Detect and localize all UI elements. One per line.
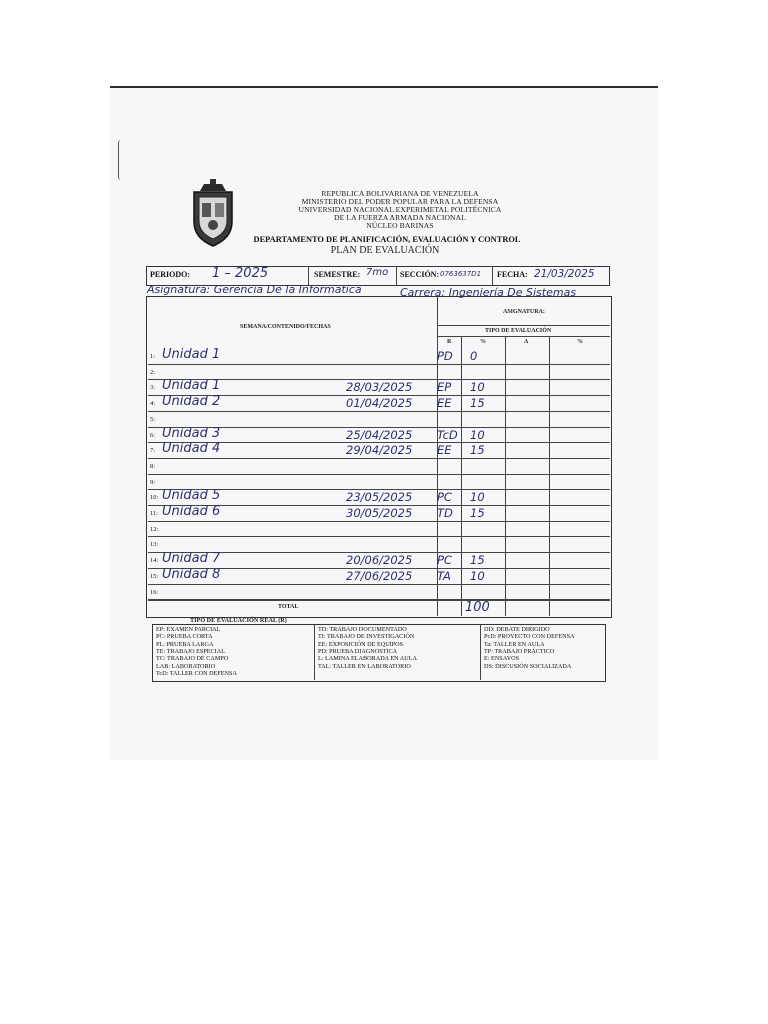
col-semana-header: SEMANA/CONTENIDO/FECHAS [240, 324, 331, 330]
semestre-value: 7mo [366, 267, 389, 278]
legend-item: Ta: TALLER EN AULA [484, 640, 545, 648]
legend-item: DS: DISCUSIÓN SOCIALIZADA [484, 662, 572, 670]
table-row-line [148, 521, 610, 522]
legend-item: PcD: PROYECTO CON DEFENSA [484, 633, 575, 641]
row-number: 5: [150, 415, 155, 423]
legend-item: TC: TRABAJO DE CAMPO [156, 655, 229, 663]
row-number: 15: [150, 572, 159, 580]
carrera-handwritten: Carrera: Ingeniería De Sistemas [400, 286, 577, 299]
header-line-3: UNIVERSIDAD NACIONAL EXPERIMETAL POLITÉCNICA [298, 205, 502, 214]
header-line-4: DE LA FUERZA ARMADA NACIONAL [334, 213, 466, 222]
sub-r-header: R [447, 339, 452, 345]
row-content: Unidad 8 [162, 566, 221, 582]
row-number: 6: [150, 431, 155, 439]
row-number: 9: [150, 478, 155, 486]
legend-item: EP: EXAMEN PARCIAL [156, 626, 221, 633]
row-eval-type: TA [437, 568, 451, 583]
row-content: Unidad 1 [162, 347, 221, 362]
header-line-5: NÚCLEO BARINAS [366, 221, 434, 230]
row-content: Unidad 1 [162, 378, 221, 394]
row-date: 25/04/2025 [346, 427, 413, 442]
table-divider [549, 336, 550, 616]
row-content: Unidad 3 [162, 425, 221, 441]
total-line [148, 600, 610, 601]
seccion-value: 0763637D1 [440, 270, 482, 278]
periodo-label: PERIODO: [150, 270, 190, 279]
table-row-line [148, 474, 610, 475]
fecha-value: 21/03/2025 [534, 268, 595, 280]
sub-pct-header: % [480, 339, 486, 345]
legend-item: TAL: TALLER EN LABORATORIO [318, 662, 411, 670]
row-number: 14: [150, 557, 159, 565]
row-number: 10: [150, 494, 159, 502]
col-tipo-header: TIPO DE EVALUACIÓN [485, 328, 552, 334]
table-line [437, 325, 610, 326]
row-date: 28/03/2025 [346, 380, 413, 395]
legend-item: TI: TRABAJO DE INVESTIGACIÓN [318, 633, 415, 641]
row-percent: 15 [470, 443, 485, 458]
table-row-line [148, 584, 610, 585]
legend-item: TP: TRABAJO PRÁCTICO [484, 647, 555, 655]
row-number: 12: [150, 525, 159, 533]
row-date: 23/05/2025 [346, 490, 413, 505]
row-number: 7: [150, 447, 155, 455]
table-line [437, 336, 610, 337]
row-percent: 10 [470, 380, 485, 395]
row-percent: 15 [470, 553, 485, 568]
row-number: 8: [150, 462, 155, 470]
table-row-line [148, 364, 610, 365]
periodo-value: 1 – 2025 [212, 266, 269, 281]
row-date: 27/06/2025 [346, 568, 413, 583]
table-row-line [148, 411, 610, 412]
department-title: DEPARTAMENTO DE PLANIFICACIÓN, EVALUACIÓN Y CONTROL [253, 235, 521, 244]
row-eval-type: EE [437, 396, 452, 411]
row-percent: 15 [470, 396, 485, 411]
row-content: Unidad 2 [162, 394, 221, 410]
row-content: Unidad 7 [162, 551, 221, 567]
row-eval-type: TcD [437, 427, 458, 442]
legend-item: TD: TRABAJO DOCUMENTADO [318, 626, 407, 633]
legend-item: EE: EXPOSICIÓN DE EQUIPOS [318, 640, 404, 648]
row-percent: 10 [470, 427, 485, 442]
row-content: Unidad 4 [162, 441, 221, 457]
legend-item: TE: TRABAJO ESPECIAL [156, 647, 225, 655]
legend-item: L: LAMINA ELABORADA EN AULA [318, 655, 417, 663]
row-number: 11: [150, 510, 158, 517]
sub-pct2-header: % [577, 339, 583, 345]
row-eval-type: PC [437, 553, 452, 568]
row-date: 29/04/2025 [346, 443, 413, 458]
row-date: 30/05/2025 [346, 506, 413, 520]
legend-item: E: ENSAYOS [484, 655, 520, 663]
row-percent: 10 [470, 490, 485, 505]
row-percent: 0 [470, 349, 478, 363]
plan-title: PLAN DE EVALUACIÓN [330, 245, 440, 256]
legend-divider [480, 624, 481, 680]
semestre-label: SEMESTRE: [314, 270, 361, 279]
row-number: 4: [150, 400, 155, 408]
legend-item: LAB: LABORATORIO [156, 662, 216, 670]
row-number: 13: [150, 541, 159, 549]
row-eval-type: PD [437, 349, 453, 363]
row-number: 1: [150, 353, 155, 360]
row-number: 3: [150, 384, 155, 392]
legend-item: DD: DEBATE DIRIGIDO [484, 626, 550, 633]
legend-item: PL: PRUEBA LARGA [156, 640, 214, 648]
row-percent: 10 [470, 568, 485, 583]
row-eval-type: EP [437, 380, 452, 395]
table-divider [461, 336, 462, 616]
col-asignatura-header: ASIGNATURA: [503, 309, 545, 315]
row-number: 16: [150, 588, 159, 596]
row-content: Unidad 5 [162, 488, 221, 504]
asignatura-handwritten: Asignatura: Gerencia De la Informatica [147, 283, 362, 296]
table-row-line [148, 458, 610, 459]
info-divider [492, 266, 493, 285]
seccion-label: SECCIÓN: [400, 270, 440, 279]
row-eval-type: PC [437, 490, 452, 505]
row-eval-type: TD [437, 506, 453, 520]
table-divider [505, 336, 506, 616]
row-date: 20/06/2025 [346, 553, 413, 568]
header-line-1: REPUBLICA BOLIVARIANA DE VENEZUELA [321, 189, 479, 198]
university-shield-logo [190, 178, 236, 248]
legend-title: TIPO DE EVALUACIÓN REAL (R) [190, 617, 287, 624]
table-row-line [148, 536, 610, 537]
total-label: TOTAL [278, 604, 299, 610]
info-divider [396, 266, 397, 285]
legend-item: PC: PRUEBA CORTA [156, 633, 213, 641]
legend-divider [314, 624, 315, 680]
fecha-label: FECHA: [497, 270, 528, 279]
row-number: 2: [150, 368, 155, 376]
total-value: 100 [465, 600, 490, 615]
header-line-2: MINISTERIO DEL PODER POPULAR PARA LA DEFENSA [301, 197, 499, 206]
sub-a-header: A [524, 339, 529, 345]
staple-mark [118, 140, 125, 180]
legend-item: TcD: TALLER CON DEFENSA [156, 669, 237, 677]
row-percent: 15 [470, 506, 485, 520]
legend-item: PD: PRUEBA DIAGNOSTICA [318, 647, 398, 655]
row-content: Unidad 6 [162, 504, 221, 519]
row-eval-type: EE [437, 443, 452, 458]
row-date: 01/04/2025 [346, 396, 413, 411]
